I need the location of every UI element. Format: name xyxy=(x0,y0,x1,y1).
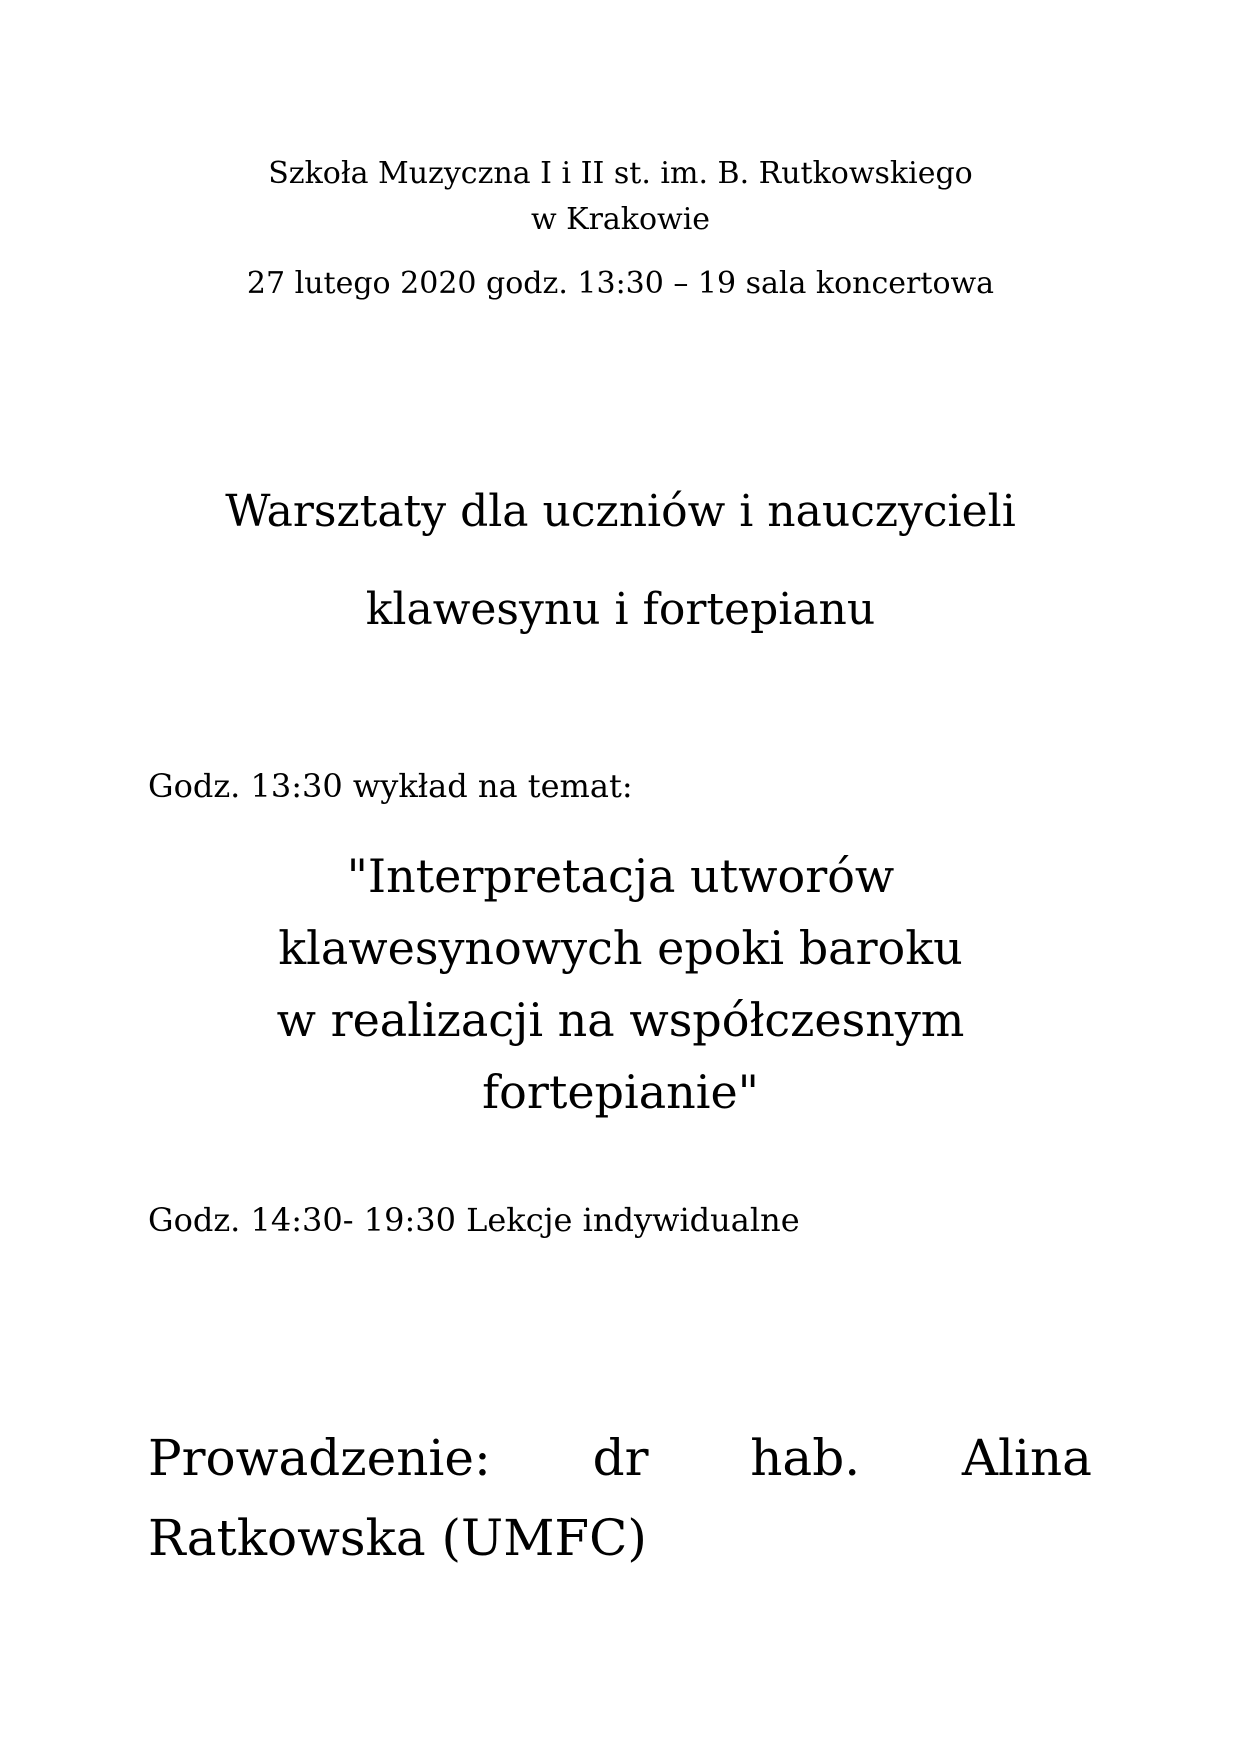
presenter-label: Prowadzenie: xyxy=(148,1429,491,1487)
presenter-first-name: Alina xyxy=(961,1429,1092,1487)
presenter-line2: Ratkowska (UMFC) xyxy=(148,1509,647,1567)
lecture-topic-line3: w realizacji na współczesnym xyxy=(276,993,965,1047)
presenter-block xyxy=(148,1418,1092,1578)
lecture-topic-line4: fortepianie" xyxy=(482,1065,759,1119)
school-city: w Krakowie xyxy=(530,202,711,237)
presenter-title-hab: hab. xyxy=(750,1429,861,1487)
school-name: Szkoła Muzyczna I i II st. im. B. Rutkowskiego xyxy=(268,156,973,191)
workshop-title-line2: klawesynu i fortepianu xyxy=(365,584,876,635)
lessons-schedule: Godz. 14:30- 19:30 Lekcje indywidualne xyxy=(148,1201,800,1239)
presenter-line1 xyxy=(148,1418,1092,1498)
workshop-title-line1: Warsztaty dla uczniów i nauczycieli xyxy=(225,486,1016,537)
lecture-topic-line1: "Interpretacja utworów xyxy=(346,849,895,903)
presenter-title-dr: dr xyxy=(592,1429,649,1487)
lecture-intro: Godz. 13:30 wykład na temat: xyxy=(148,767,633,805)
event-date-line: 27 lutego 2020 godz. 13:30 – 19 sala koncertowa xyxy=(246,266,995,301)
lecture-topic-line2: klawesynowych epoki baroku xyxy=(278,921,963,975)
